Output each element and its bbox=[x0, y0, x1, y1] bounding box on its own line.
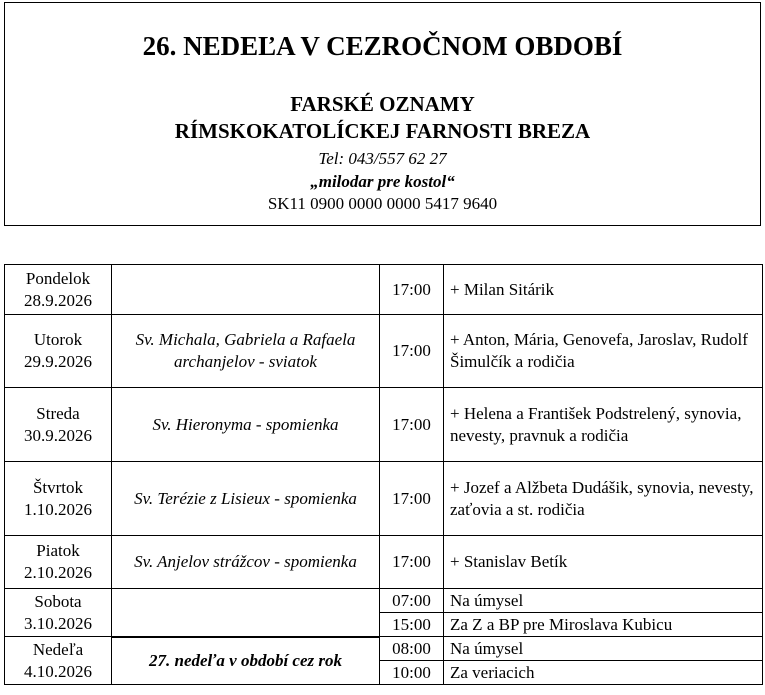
subtitle-announcements: FARSKÉ OZNAMY bbox=[290, 92, 475, 116]
schedule-row-sunday bbox=[5, 637, 763, 661]
mass-time: 10:00 bbox=[380, 661, 444, 685]
day-date: 1.10.2026 bbox=[24, 499, 92, 519]
schedule-row-saturday bbox=[5, 589, 763, 613]
mass-time: 17:00 bbox=[380, 265, 444, 315]
schedule-row-tuesday bbox=[5, 315, 763, 388]
day-name: Nedeľa bbox=[32, 639, 84, 659]
schedule-table bbox=[4, 264, 763, 685]
feast-cell bbox=[112, 265, 380, 315]
day-cell bbox=[5, 462, 112, 536]
day-name: Sobota bbox=[34, 591, 82, 611]
day-cell bbox=[5, 388, 112, 462]
mass-time: 07:00 bbox=[380, 589, 444, 613]
mass-intention: Za Z a BP pre Miroslava Kubicu bbox=[444, 613, 763, 637]
mass-intention: + Milan Sitárik bbox=[444, 265, 763, 315]
feast-cell bbox=[112, 589, 380, 637]
feast-cell: Sv. Michala, Gabriela a Rafaela archanjelov - sviatok bbox=[112, 315, 380, 388]
mass-time: 08:00 bbox=[380, 637, 444, 661]
day-cell bbox=[5, 536, 112, 589]
mass-time: 17:00 bbox=[380, 315, 444, 388]
mass-intention: Za veriacich bbox=[444, 661, 763, 685]
mass-intention: + Jozef a Alžbeta Dudášik, synovia, nevesty, zaťovia a st. rodičia bbox=[444, 462, 763, 536]
iban: SK11 0900 0000 0000 5417 9640 bbox=[267, 194, 498, 213]
phone-number: Tel: 043/557 62 27 bbox=[318, 149, 447, 168]
day-cell bbox=[5, 265, 112, 315]
schedule-row-monday bbox=[5, 265, 763, 315]
mass-time: 15:00 bbox=[380, 613, 444, 637]
mass-time: 17:00 bbox=[380, 462, 444, 536]
day-date: 29.9.2026 bbox=[24, 352, 92, 371]
feast-cell: 27. nedeľa v období cez rok bbox=[112, 637, 380, 685]
day-date: 28.9.2026 bbox=[24, 290, 92, 310]
feast-cell: Sv. Terézie z Lisieux - spomienka bbox=[112, 462, 380, 536]
mass-intention: + Anton, Mária, Genovefa, Jaroslav, Rudolf Šimulčík a rodičia bbox=[444, 315, 763, 388]
day-date: 2.10.2026 bbox=[24, 563, 92, 582]
feast-cell: Sv. Anjelov strážcov - spomienka bbox=[112, 536, 380, 589]
mass-time: 17:00 bbox=[380, 388, 444, 462]
day-name: Pondelok bbox=[25, 268, 91, 288]
mass-intention: + Stanislav Betík bbox=[444, 536, 763, 589]
page-title: 26. NEDEĽA V CEZROČNOM OBDOBÍ bbox=[142, 31, 623, 61]
subtitle-parish: RÍMSKOKATOLÍCKEJ FARNOSTI BREZA bbox=[174, 119, 591, 143]
header-box bbox=[4, 2, 761, 226]
day-name: Štvrtok bbox=[32, 477, 84, 497]
day-cell bbox=[5, 315, 112, 388]
mass-intention: Na úmysel bbox=[444, 589, 763, 613]
day-date: 30.9.2026 bbox=[24, 425, 92, 445]
mass-intention: Na úmysel bbox=[444, 637, 763, 661]
day-name: Piatok bbox=[36, 541, 80, 560]
feast-cell: Sv. Hieronyma - spomienka bbox=[112, 388, 380, 462]
day-name: Utorok bbox=[33, 330, 83, 349]
schedule-row-wednesday bbox=[5, 388, 763, 462]
mass-time: 17:00 bbox=[380, 536, 444, 589]
mass-intention: + Helena a František Podstrelený, synovia, nevesty, pravnuk a rodičia bbox=[444, 388, 763, 462]
schedule-row-friday bbox=[5, 536, 763, 589]
donation-label: „milodar pre kostol“ bbox=[310, 172, 455, 191]
day-cell bbox=[5, 637, 112, 685]
day-date: 4.10.2026 bbox=[24, 661, 92, 681]
day-cell bbox=[5, 589, 112, 637]
day-name: Streda bbox=[36, 403, 80, 423]
day-date: 3.10.2026 bbox=[24, 613, 92, 633]
schedule-row-thursday bbox=[5, 462, 763, 536]
